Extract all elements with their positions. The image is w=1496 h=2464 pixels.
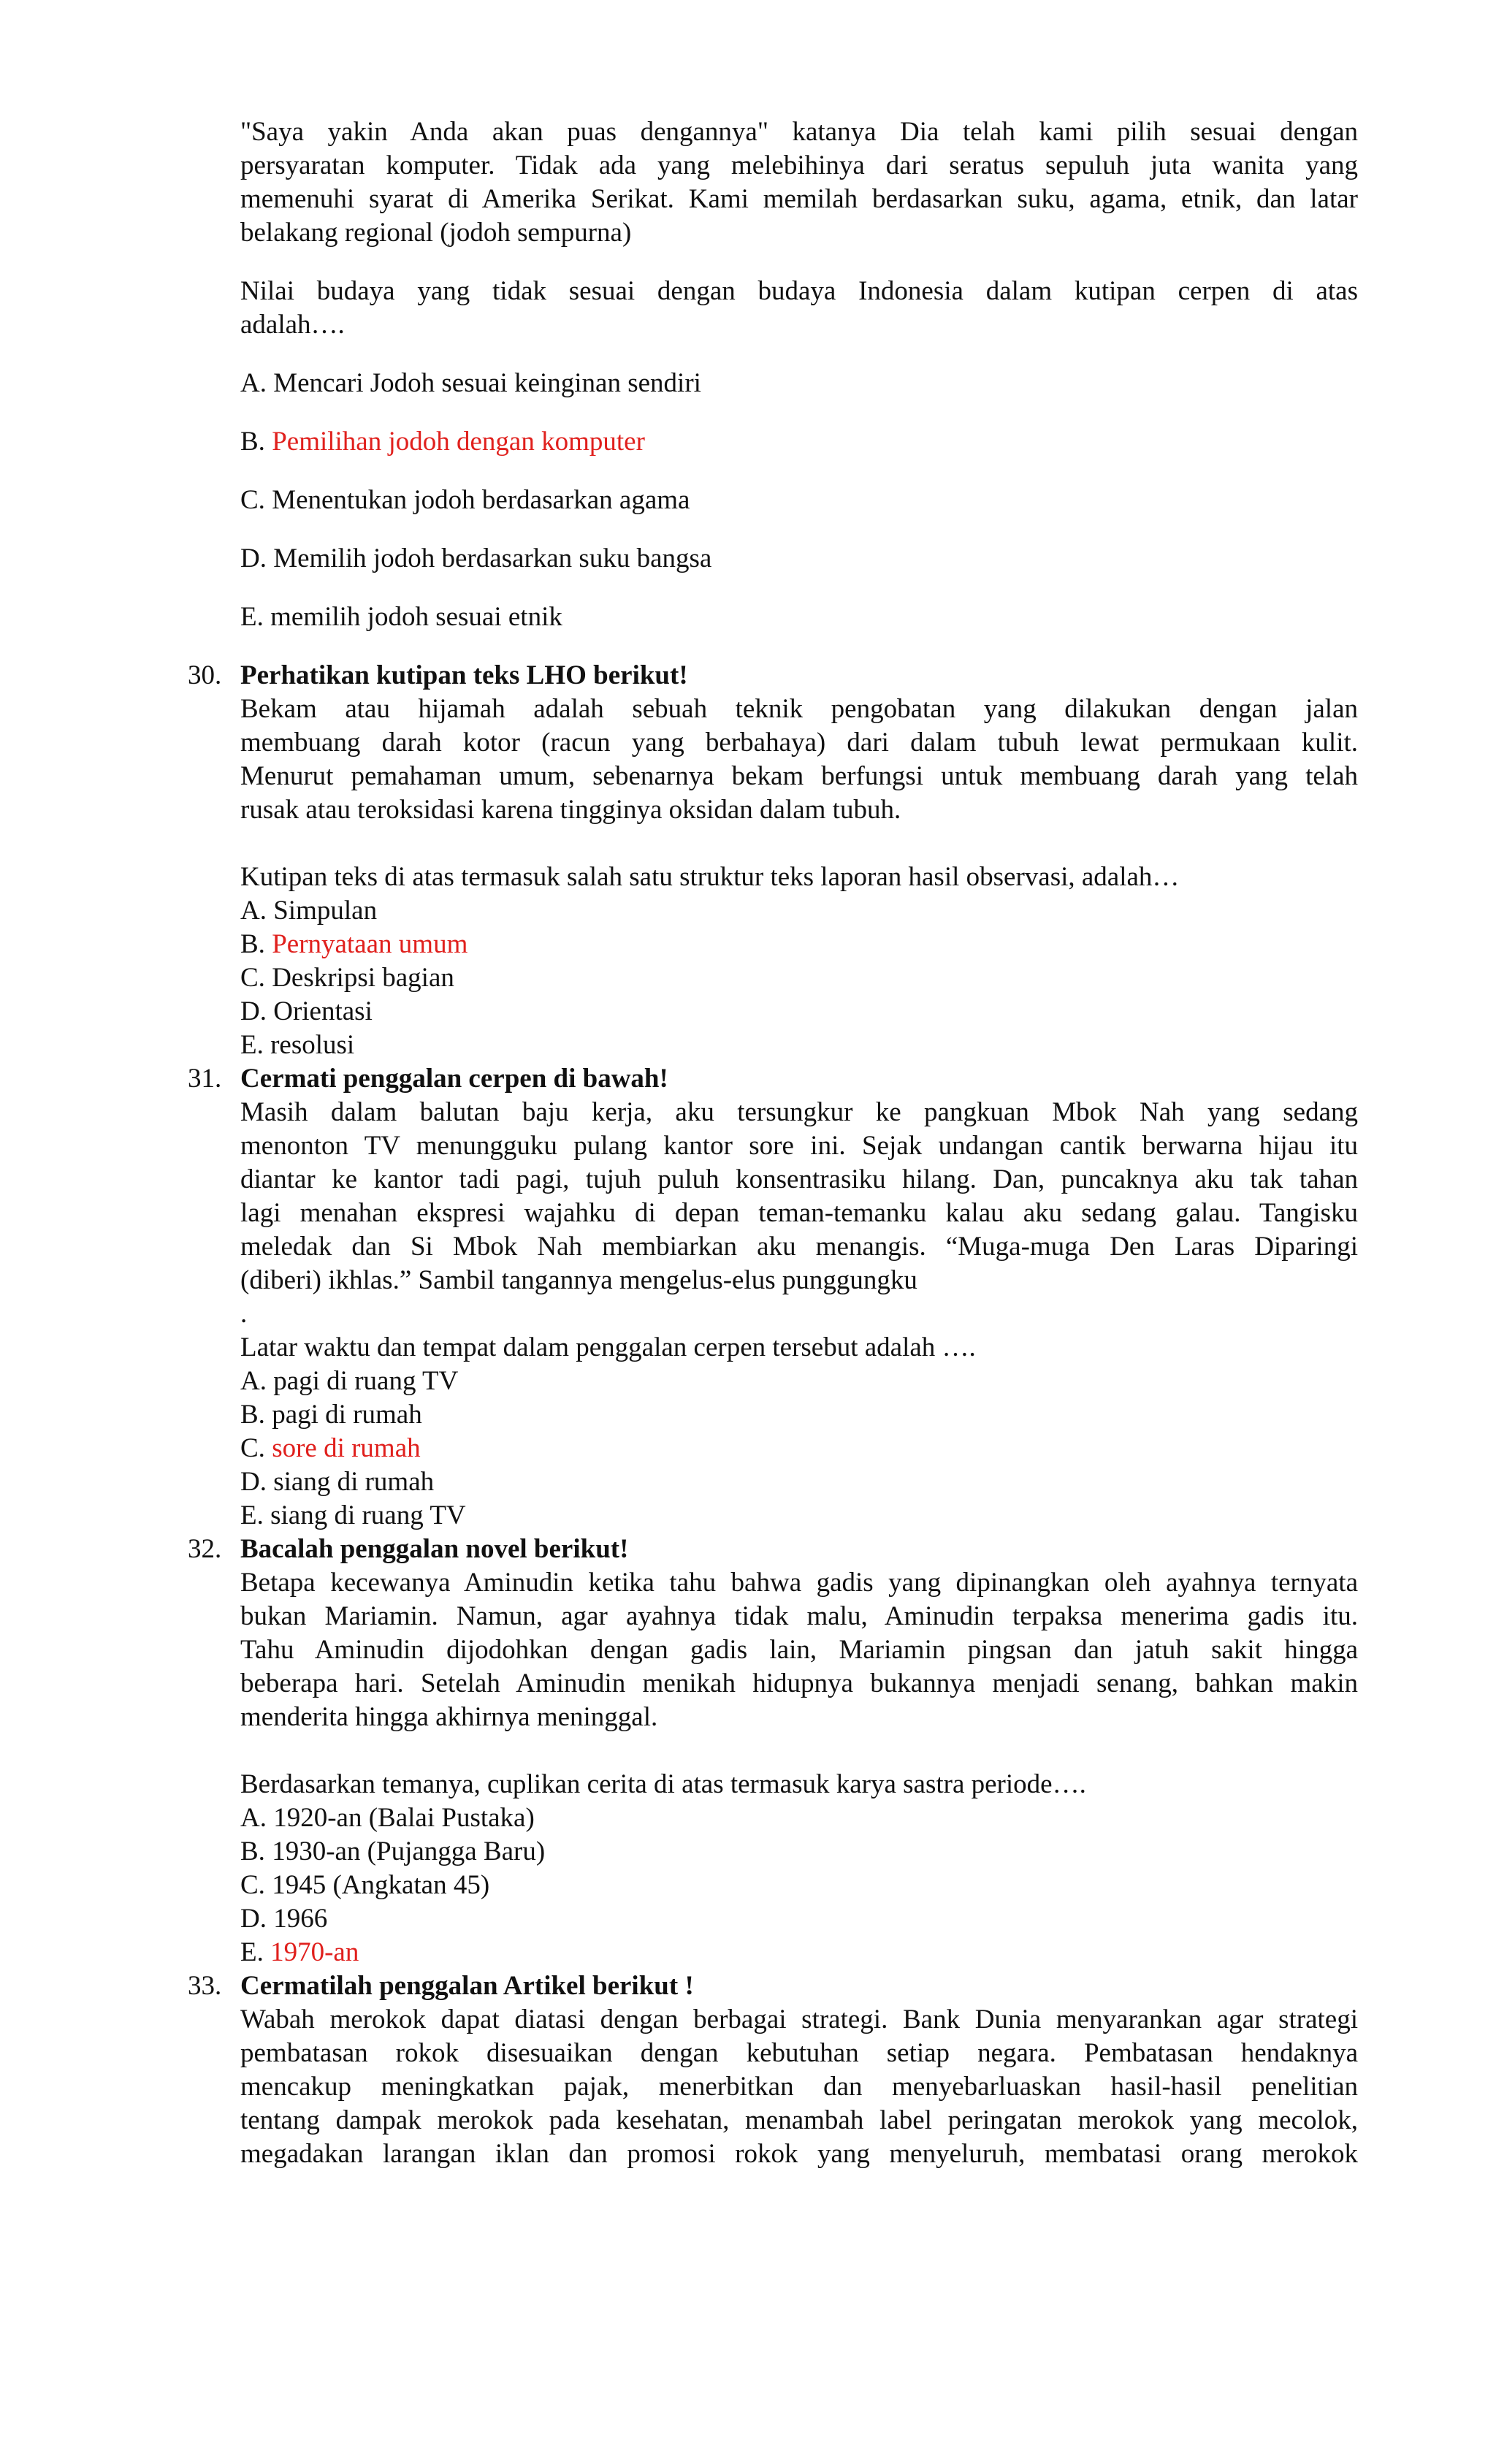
question-text: Latar waktu dan tempat dalam penggalan cerpen tersebut adalah …. — [240, 1332, 976, 1362]
exam-page — [0, 115, 1496, 2171]
passage-line: membuang darah kotor (racun yang berbahaya) dari dalam tubuh lewat permukaan kulit. — [240, 728, 1358, 758]
passage-line: menderita hingga akhirnya meninggal. — [240, 1702, 658, 1732]
option-b-answer: B. Pernyataan umum — [240, 929, 468, 959]
passage-line: Bekam atau hijamah adalah sebuah teknik pengobatan yang dilakukan dengan jalan — [240, 694, 1358, 724]
passage-line: rusak atau teroksidasi karena tingginya oksidan dalam tubuh. — [240, 795, 901, 825]
question-heading: Perhatikan kutipan teks LHO berikut! — [240, 660, 688, 690]
option-d: D. Memilih jodoh berdasarkan suku bangsa — [240, 543, 712, 573]
question-31 — [0, 1062, 1496, 1533]
passage-line: diantar ke kantor tadi pagi, tujuh puluh konsentrasiku hilang. Dan, puncaknya aku tak tahan — [240, 1164, 1358, 1194]
question-heading: Cermatilah penggalan Artikel berikut ! — [240, 1971, 694, 2001]
option-c: C. Deskripsi bagian — [240, 963, 454, 993]
question-text: Kutipan teks di atas termasuk salah satu struktur teks laporan hasil observasi, adalah… — [240, 862, 1180, 892]
question-number: 30. — [188, 660, 222, 690]
option-d: D. 1966 — [240, 1904, 328, 1934]
question-number: 33. — [188, 1971, 222, 2001]
option-e-answer: E. 1970-an — [240, 1937, 359, 1967]
option-a: A. Mencari Jodoh sesuai keinginan sendiri — [240, 368, 701, 398]
passage-line: meledak dan Si Mbok Nah membiarkan aku menangis. “Muga-muga Den Laras Diparingi — [240, 1232, 1358, 1262]
passage-line: Betapa kecewanya Aminudin ketika tahu bahwa gadis yang dipinangkan oleh ayahnya ternyata — [240, 1568, 1358, 1598]
option-b: B. 1930-an (Pujangga Baru) — [240, 1836, 546, 1866]
passage-line: "Saya yakin Anda akan puas dengannya" katanya Dia telah kami pilih sesuai dengan — [240, 117, 1358, 147]
option-a: A. Simpulan — [240, 896, 378, 926]
option-c: C. 1945 (Angkatan 45) — [240, 1870, 490, 1900]
passage-line: Menurut pemahaman umum, sebenarnya bekam berfungsi untuk membuang darah yang telah — [240, 761, 1358, 791]
passage-line: mencakup meningkatkan pajak, menerbitkan dan menyebarluaskan hasil-hasil penelitian — [240, 2072, 1358, 2102]
passage-line: megadakan larangan iklan dan promosi rokok yang menyeluruh, membatasi orang merokok — [240, 2139, 1358, 2169]
option-e: E. resolusi — [240, 1030, 355, 1060]
option-b: B. pagi di rumah — [240, 1400, 422, 1430]
option-d: D. siang di rumah — [240, 1467, 435, 1497]
question-33 — [0, 1969, 1496, 2171]
option-b-answer: B. Pemilihan jodoh dengan komputer — [240, 427, 645, 457]
question-30 — [0, 659, 1496, 1062]
question-line: adalah…. — [240, 310, 345, 340]
question-number: 32. — [188, 1534, 222, 1564]
question-heading: Cermati penggalan cerpen di bawah! — [240, 1064, 668, 1094]
passage-line: bukan Mariamin. Namun, agar ayahnya tidak malu, Aminudin terpaksa menerima gadis itu. — [240, 1601, 1358, 1631]
option-d: D. Orientasi — [240, 996, 373, 1026]
passage-line: pembatasan rokok disesuaikan dengan kebutuhan setiap negara. Pembatasan hendaknya — [240, 2038, 1358, 2068]
passage-line: menonton TV menungguku pulang kantor sore ini. Sejak undangan cantik berwarna hijau itu — [240, 1131, 1358, 1161]
passage-line: belakang regional (jodoh sempurna) — [240, 218, 632, 248]
passage-line: lagi menahan ekspresi wajahku di depan teman-temanku kalau aku sedang galau. Tangisku — [240, 1198, 1358, 1228]
question-line: Nilai budaya yang tidak sesuai dengan budaya Indonesia dalam kutipan cerpen di atas — [240, 276, 1358, 306]
passage-line: (diberi) ikhlas.” Sambil tangannya mengelus-elus punggungku — [240, 1265, 917, 1295]
option-a: A. pagi di ruang TV — [240, 1366, 459, 1396]
passage-line: beberapa hari. Setelah Aminudin menikah hidupnya bukannya menjadi senang, bahkan makin — [240, 1668, 1358, 1698]
passage-line: . — [240, 1299, 248, 1329]
passage-line: persyaratan komputer. Tidak ada yang melebihinya dari seratus sepuluh juta wanita yang — [240, 150, 1358, 180]
passage-line: memenuhi syarat di Amerika Serikat. Kami memilah berdasarkan suku, agama, etnik, dan latar — [240, 184, 1358, 214]
option-e: E. siang di ruang TV — [240, 1500, 466, 1530]
question-heading: Bacalah penggalan novel berikut! — [240, 1534, 629, 1564]
passage-line: Masih dalam balutan baju kerja, aku tersungkur ke pangkuan Mbok Nah yang sedang — [240, 1097, 1358, 1127]
question-number: 31. — [188, 1064, 222, 1094]
passage-line: Tahu Aminudin dijodohkan dengan gadis lain, Mariamin pingsan dan jatuh sakit hingga — [240, 1635, 1358, 1665]
option-a: A. 1920-an (Balai Pustaka) — [240, 1803, 535, 1833]
option-e: E. memilih jodoh sesuai etnik — [240, 602, 562, 632]
question-32 — [0, 1533, 1496, 1969]
option-c: C. Menentukan jodoh berdasarkan agama — [240, 485, 690, 515]
question-text: Berdasarkan temanya, cuplikan cerita di atas termasuk karya sastra periode…. — [240, 1769, 1086, 1799]
question-29-continuation — [240, 115, 1358, 634]
passage-line: Wabah merokok dapat diatasi dengan berbagai strategi. Bank Dunia menyarankan agar strategi — [240, 2005, 1358, 2034]
option-c-answer: C. sore di rumah — [240, 1433, 421, 1463]
passage-line: tentang dampak merokok pada kesehatan, menambah label peringatan merokok yang mecolok, — [240, 2105, 1358, 2135]
